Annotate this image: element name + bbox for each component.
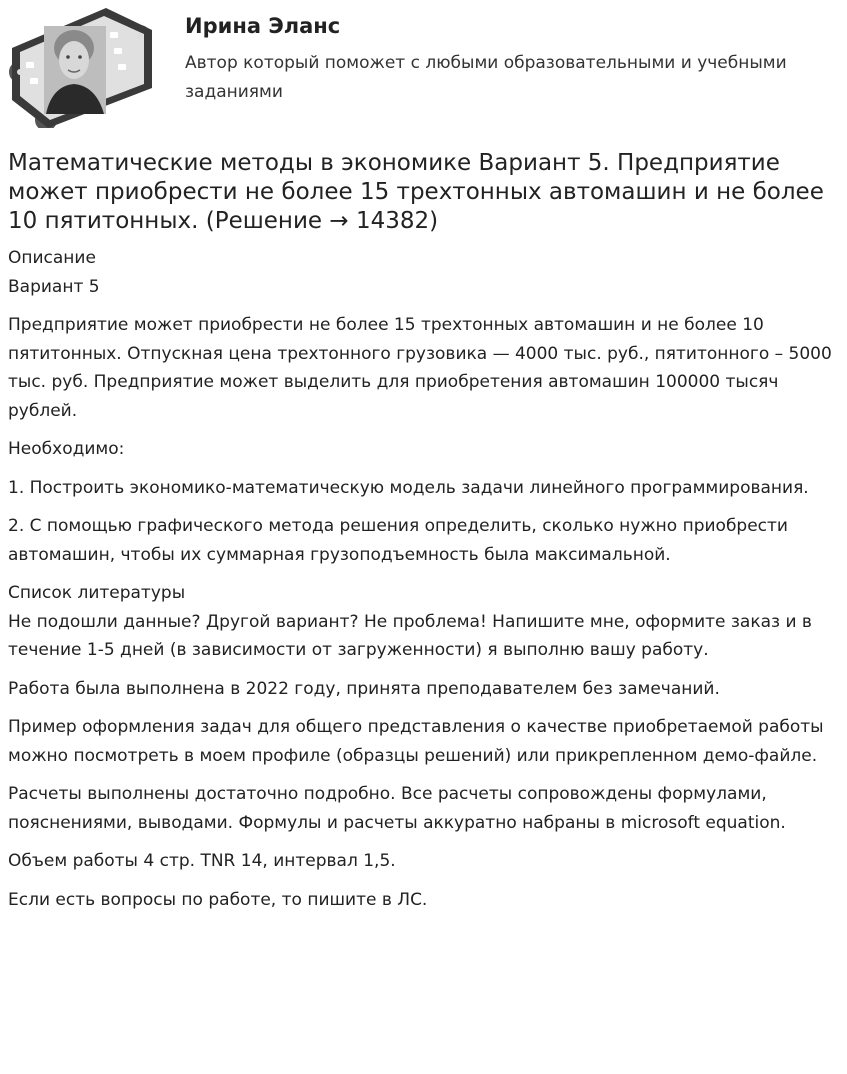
contact-note: Если есть вопросы по работе, то пишите в ЛС. [8,889,428,910]
author-avatar[interactable] [6,8,152,128]
author-header [0,0,847,140]
problem-statement: Предприятие может приобрести не более 15 трехтонных автомашин и не более 10 пятитонных. Отпускная цена трехтонного грузовика — 4000 тыс. руб., пятитонного – 5000 тыс. руб. Предприятие может выделить для приобретения автомашин 100000 тысяч рублей. [8,315,832,421]
author-description: Автор который поможет с любыми образовательными и учебными заданиями [185,53,787,102]
completion-note: Работа была выполнена в 2022 году, принята преподавателем без замечаний. [8,678,720,699]
author-name[interactable]: Ирина Эланс [185,14,341,38]
required-label: Необходимо: [8,439,125,459]
calculations-note: Расчеты выполнены достаточно подробно. Все расчеты сопровождены формулами, пояснениями, выводами. Формулы и расчеты аккуратно набраны в microsoft equation. [8,784,786,833]
page-title: Математические методы в экономике Вариант 5. Предприятие может приобрести не более 15 трехтонных автомашин и не более 10 пятитонных. (Решение → 14382) [8,150,824,234]
offer-text: Не подошли данные? Другой вариант? Не проблема! Напишите мне, оформите заказ и в течение 1-5 дней (в зависимости от загруженности) я выполню вашу работу. [8,611,812,660]
section-heading-description: Описание [8,248,96,268]
task-1: 1. Построить экономико-математическую модель задачи линейного программирования. [8,477,809,498]
example-note: Пример оформления задач для общего представления о качестве приобретаемой работы можно посмотреть в моем профиле (образцы решений) или прикрепленном демо-файле. [8,717,824,766]
section-heading-literature: Список литературы [8,583,186,603]
main-content [8,244,838,924]
volume-note: Объем работы 4 стр. TNR 14, интервал 1,5. [8,851,396,871]
variant-label: Вариант 5 [8,276,100,297]
task-2: 2. С помощью графического метода решения определить, сколько нужно приобрести автомашин, чтобы их суммарная грузоподъемность была максимальной. [8,516,788,565]
